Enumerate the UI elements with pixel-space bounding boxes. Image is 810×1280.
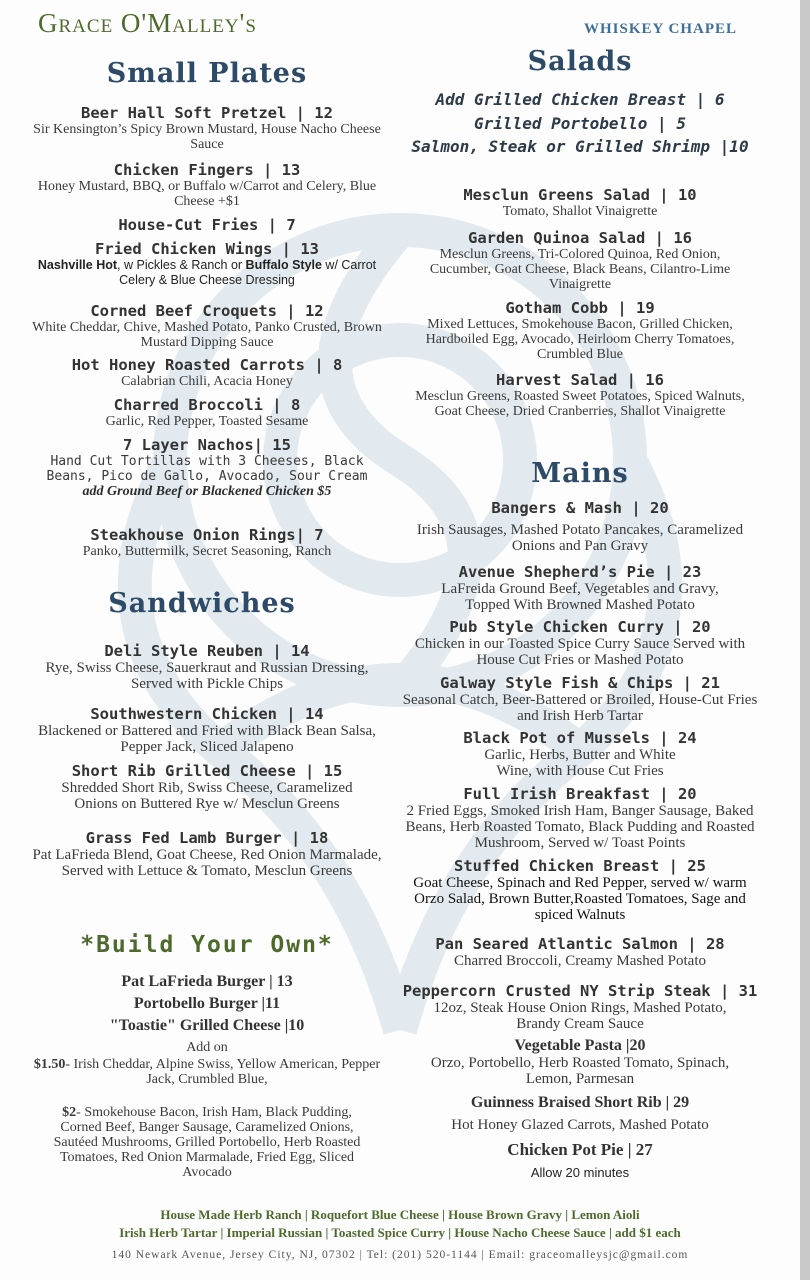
item-name: Harvest Salad | 16 <box>496 371 664 389</box>
menu-item <box>22 216 392 234</box>
item-name: Short Rib Grilled Cheese | 15 <box>71 762 343 780</box>
item-name: Steakhouse Onion Rings| 7 <box>90 526 324 544</box>
menu-item <box>22 161 392 209</box>
menu-item <box>22 396 392 429</box>
menu-item <box>22 302 392 350</box>
item-desc: Sir Kensington’s Spicy Brown Mustard, House Nacho Cheese Sauce <box>33 122 381 152</box>
item-name: Charred Broccoli | 8 <box>113 396 301 414</box>
menu-item <box>400 371 760 419</box>
item-desc: Seasonal Catch, Beer-Battered or Broiled, House-Cut Fries and Irish Herb Tartar <box>402 692 758 724</box>
item-name: Avenue Shepherd’s Pie | 23 <box>458 563 702 581</box>
menu-item <box>22 104 392 152</box>
menu-item <box>400 729 760 779</box>
menu-item <box>22 705 392 755</box>
item-addon: add Ground Beef or Blackened Chicken $5 <box>82 484 332 499</box>
add-on-label <box>22 1040 392 1055</box>
small-plates-heading: Small Plates <box>106 58 308 89</box>
sandwiches-heading: Sandwiches <box>108 588 296 619</box>
item-desc: Shredded Short Rib, Swiss Cheese, Caramelized Onions on Buttered Rye w/ Mesclun Greens <box>61 780 353 812</box>
left-column <box>22 0 392 1200</box>
menu-item <box>400 229 760 292</box>
menu-item <box>22 436 392 500</box>
menu-item <box>22 642 392 692</box>
menu-item <box>22 526 392 559</box>
menu-item <box>22 240 392 288</box>
item-name: Stuffed Chicken Breast | 25 <box>454 857 706 875</box>
tier-text: - Smokehouse Bacon, Irish Ham, Black Pudding, Corned Beef, Banger Sausage, Caramelized Onions, Sautéed Mushrooms, Grilled Portobello, Herb Roasted Tomatoes, Red Onion Marmalade, Fried Egg, Sliced Avocado <box>53 1105 361 1180</box>
item-desc: Tomato, Shallot Vinaigrette <box>502 204 658 219</box>
sauces-line-2: Irish Herb Tartar | Imperial Russian | Toasted Spice Curry | House Nacho Cheese Sauce | add $1 each <box>119 1225 681 1240</box>
item-desc: Mesclun Greens, Tri-Colored Quinoa, Red Onion, Cucumber, Goat Cheese, Black Beans, Cilantro-Lime Vinaigrette <box>429 247 731 292</box>
menu-item <box>22 762 392 812</box>
item-desc: Hot Honey Glazed Carrots, Mashed Potato <box>451 1117 709 1133</box>
item-name: Corned Beef Croquets | 12 <box>90 302 324 320</box>
menu-item <box>400 982 760 1032</box>
item-name: Guinness Braised Short Rib | 29 <box>470 1094 690 1111</box>
menu-item <box>400 618 760 668</box>
item-name: Deli Style Reuben | 14 <box>104 642 310 660</box>
item-name: Southwestern Chicken | 14 <box>90 705 324 723</box>
item-name: Peppercorn Crusted NY Strip Steak | 31 <box>402 982 758 1000</box>
menu-item <box>400 785 760 851</box>
item-name: House-Cut Fries | 7 <box>118 216 296 234</box>
menu-item <box>400 1140 760 1180</box>
item-name: Grass Fed Lamb Burger | 18 <box>85 829 329 847</box>
item-desc: Irish Sausages, Mashed Potato Pancakes, Caramelized Onions and Pan Gravy <box>416 522 744 554</box>
item-name: Beer Hall Soft Pretzel | 12 <box>81 104 333 122</box>
build-item <box>22 995 392 1013</box>
desc-bold: Nashville Hot <box>37 258 118 272</box>
add-on-text: Add on <box>186 1040 228 1055</box>
item-name: Pan Seared Atlantic Salmon | 28 <box>435 935 725 953</box>
desc-part: w/ Carrot Celery & Blue Cheese Dressing <box>119 258 377 287</box>
item-desc: Hand Cut Tortillas with 3 Cheeses, Black Beans, Pico de Gallo, Avocado, Sour Cream <box>46 454 368 484</box>
item-desc: Chicken in our Toasted Spice Curry Sauce Served with House Cut Fries or Mashed Potato <box>414 636 746 668</box>
item-desc: Rye, Swiss Cheese, Sauerkraut and Russian Dressing, Served with Pickle Chips <box>45 660 369 692</box>
menu-item <box>400 935 760 969</box>
desc-part: , w Pickles & Ranch or <box>117 258 246 272</box>
item-name: "Toastie" Grilled Cheese |10 <box>109 1017 305 1034</box>
item-desc: Goat Cheese, Spinach and Red Pepper, served w/ warm Orzo Salad, Brown Butter,Roasted Tomatoes, Sage and spiced Walnuts <box>413 875 747 923</box>
item-desc: Charred Broccoli, Creamy Mashed Potato <box>453 953 707 969</box>
item-desc: Mesclun Greens, Roasted Sweet Potatoes, Spiced Walnuts, Goat Cheese, Dried Cranberries, Shallot Vinaigrette <box>415 389 745 419</box>
item-desc: 12oz, Steak House Onion Rings, Mashed Potato, Brandy Cream Sauce <box>433 1000 727 1032</box>
item-name: Chicken Fingers | 13 <box>113 161 301 179</box>
menu-item <box>400 1094 760 1133</box>
salad-addon: Add Grilled Chicken Breast | 6 <box>435 90 725 109</box>
salad-addon: Grilled Portobello | 5 <box>474 114 686 133</box>
salads-heading: Salads <box>527 46 633 77</box>
build-item <box>22 1017 392 1035</box>
menu-item <box>400 857 760 923</box>
menu-item <box>400 563 760 613</box>
item-name: Garden Quinoa Salad | 16 <box>468 229 692 247</box>
menu-item <box>22 356 392 389</box>
item-desc: Garlic, Red Pepper, Toasted Sesame <box>105 414 309 429</box>
location-label: WHISKEY CHAPEL <box>584 21 738 37</box>
item-desc <box>22 258 392 288</box>
item-desc: White Cheddar, Chive, Mashed Potato, Panko Crusted, Brown Mustard Dipping Sauce <box>32 320 382 350</box>
item-desc: Mixed Lettuces, Smokehouse Bacon, Grilled Chicken, Hardboiled Egg, Avocado, Heirloom Cherry Tomatoes, Crumbled Blue <box>425 317 735 362</box>
item-desc: Panko, Buttermilk, Secret Seasoning, Ranch <box>82 544 332 559</box>
item-desc: LaFreida Ground Beef, Vegetables and Gravy, Topped With Browned Mashed Potato <box>441 581 719 613</box>
item-name: Bangers & Mash | 20 <box>491 499 669 517</box>
item-desc: Blackened or Battered and Fried with Black Bean Salsa, Pepper Jack, Sliced Jalapeno <box>38 723 376 755</box>
item-name: Galway Style Fish & Chips | 21 <box>440 674 720 692</box>
item-name: Portobello Burger |11 <box>133 995 281 1012</box>
item-desc: Pat LaFrieda Blend, Goat Cheese, Red Onion Marmalade, Served with Lettuce & Tomato, Mesclun Greens <box>32 847 382 879</box>
item-desc: Allow 20 minutes <box>530 1165 630 1180</box>
build-your-own-heading: *Build Your Own* <box>80 932 334 958</box>
item-name: Full Irish Breakfast | 20 <box>463 785 697 803</box>
item-desc: Calabrian Chili, Acacia Honey <box>121 374 293 389</box>
menu-item <box>400 186 760 219</box>
contact-footer: 140 Newark Avenue, Jersey City, NJ, 07302 | Tel: (201) 520-1144 | Email: graceomalleysjc@gmail.com <box>111 1249 689 1261</box>
item-name: Gotham Cobb | 19 <box>505 299 655 317</box>
add-on-tier-2 <box>22 1105 392 1180</box>
item-name: Pub Style Chicken Curry | 20 <box>449 618 711 636</box>
menu-item <box>400 674 760 724</box>
right-column <box>400 0 760 1200</box>
item-name: Fried Chicken Wings | 13 <box>95 240 319 258</box>
item-desc: Orzo, Portobello, Herb Roasted Tomato, Spinach, Lemon, Parmesan <box>430 1055 730 1087</box>
restaurant-name: Grace O'Malley's <box>38 8 257 38</box>
add-on-tier-1 <box>22 1057 392 1087</box>
mains-heading: Mains <box>531 458 629 489</box>
item-name: Pat LaFrieda Burger | 13 <box>121 973 293 990</box>
item-name: Black Pot of Mussels | 24 <box>463 729 697 747</box>
menu-item <box>400 1037 760 1087</box>
item-name: Mesclun Greens Salad | 10 <box>463 186 697 204</box>
item-name: Vegetable Pasta |20 <box>514 1037 646 1054</box>
menu-item <box>400 299 760 362</box>
sauces-line-1: House Made Herb Ranch | Roquefort Blue Cheese | House Brown Gravy | Lemon Aioli <box>160 1207 640 1222</box>
item-desc: Honey Mustard, BBQ, or Buffalo w/Carrot and Celery, Blue Cheese +$1 <box>37 179 377 209</box>
item-desc: 2 Fried Eggs, Smoked Irish Ham, Banger Sausage, Baked Beans, Herb Roasted Tomato, Black Pudding and Roasted Mushroom, Served w/ Toast Points <box>405 803 755 851</box>
menu-item <box>400 499 760 554</box>
item-name: Hot Honey Roasted Carrots | 8 <box>71 356 343 374</box>
menu-item <box>22 829 392 879</box>
item-name: Chicken Pot Pie | 27 <box>507 1140 653 1159</box>
tier-text: - Irish Cheddar, Alpine Swiss, Yellow American, Pepper Jack, Crumbled Blue, <box>65 1057 381 1087</box>
tier-price: $2 <box>62 1105 77 1120</box>
salad-addon: Salmon, Steak or Grilled Shrimp |10 <box>411 137 749 156</box>
item-desc: Garlic, Herbs, Butter and White Wine, with House Cut Fries <box>484 747 676 779</box>
page-edge <box>800 0 810 1280</box>
desc-bold: Buffalo Style <box>245 258 322 272</box>
item-name: 7 Layer Nachos| 15 <box>123 436 291 454</box>
tier-price: $1.50 <box>33 1057 66 1072</box>
build-item <box>22 973 392 991</box>
